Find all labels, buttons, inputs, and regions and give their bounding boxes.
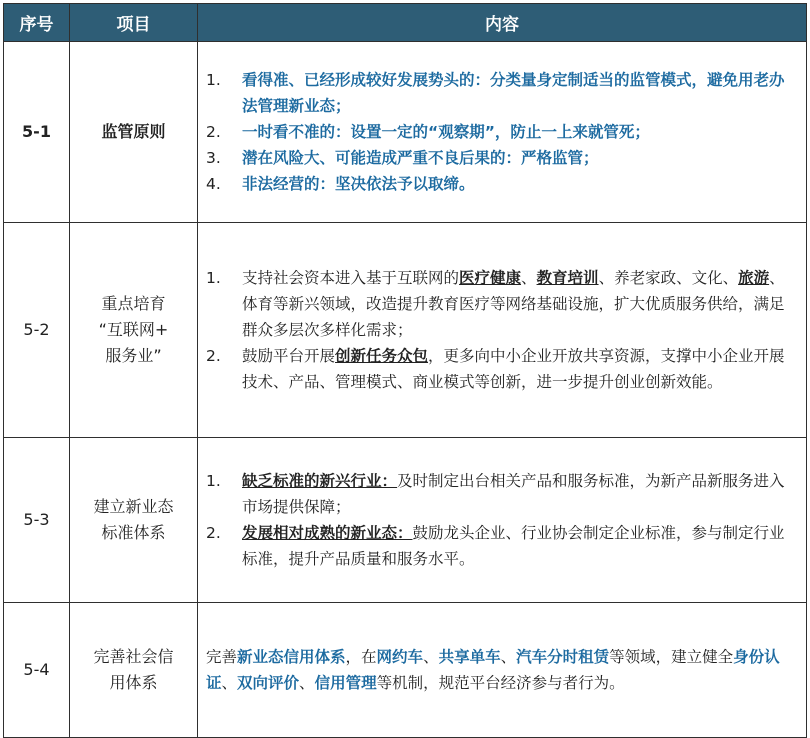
text-span: 、体育等新兴领域，改造提升教育医疗等网络基础设施，扩大优质服务供给，满足群众多层次多样化需求； [242,269,785,339]
list-number: 2. [206,524,221,542]
list-item [206,265,796,343]
keyword: 共享单车 [438,648,501,666]
row-item-line: 重点培育 [101,294,166,313]
keyword: 医疗健康 [459,269,522,287]
list-number: 1. [206,71,221,89]
row-number: 5-1 [4,42,70,223]
list-text: 一时看不准的：设置一定的“观察期”，防止一上来就管死； [242,123,650,141]
content-list [206,468,796,572]
list-item [206,343,796,395]
list-number: 4. [206,175,221,193]
header-no: 序号 [4,4,70,42]
row-item-line: 服务业” [105,346,162,365]
row-item [70,223,198,438]
text-span: 、 [500,648,517,666]
list-item [206,171,796,197]
content-paragraph [206,644,796,696]
row-number: 5-2 [4,223,70,438]
row-item-line: “互联网+ [98,320,169,339]
text-span: 及时制定出台相关产品和服务标准，为新产品新服务进入市场提供保障； [242,472,785,516]
content-list [206,265,796,395]
row-item-line: 建立新业态 [93,497,174,516]
row-number: 5-3 [4,438,70,603]
keyword: 双向评价 [237,674,300,692]
row-item-line: 标准体系 [101,523,166,542]
policy-table [3,3,807,738]
row-content [198,223,807,438]
table-row [4,603,807,738]
keyword: 发展相对成熟的新业态： [242,524,413,542]
list-number: 3. [206,149,221,167]
list-number: 2. [206,347,221,365]
table-row [4,438,807,603]
row-item [70,603,198,738]
keyword: 新业态信用体系 [237,648,346,666]
row-item: 监管原则 [70,42,198,223]
keyword: 网约车 [376,648,424,666]
header-item: 项目 [70,4,198,42]
header-content: 内容 [198,4,807,42]
list-text: 潜在风险大、可能造成严重不良后果的：严格监管； [242,149,599,167]
text-span: 等领域，建立健全 [609,648,734,666]
list-number: 2. [206,123,221,141]
keyword: 创新任务众包 [335,347,429,365]
table-row [4,42,807,223]
list-number: 1. [206,472,221,490]
list-item [206,119,796,145]
keyword: 旅游 [738,269,770,287]
text-span: ，更多向中小企业开放共享资源，支撑中小企业开展技术、产品、管理模式、商业模式等创新，进一步提升创业创新效能。 [242,347,785,391]
row-content [198,42,807,223]
list-item [206,145,796,171]
list-number: 1. [206,269,221,287]
content-list [206,67,796,197]
keyword: 信用管理 [314,674,377,692]
text-span: 、养老家政、文化、 [598,269,739,287]
row-content [198,438,807,603]
list-item [206,67,796,119]
list-item [206,520,796,572]
list-text: 非法经营的：坚决依法予以取缔。 [242,175,475,193]
row-item-line: 完善社会信 [93,647,174,666]
text-span: 、 [423,648,439,666]
keyword: 教育培训 [536,269,599,287]
row-item [70,438,198,603]
text-span: 、 [299,674,315,692]
row-number: 5-4 [4,603,70,738]
list-text: 看得准、已经形成较好发展势头的：分类量身定制适当的监管模式，避免用老办法管理新业态； [242,71,785,115]
text-span: 等机制，规范平台经济参与者行为。 [376,674,625,692]
list-item [206,468,796,520]
text-span: 完善 [206,648,238,666]
keyword: 缺乏标准的新兴行业： [242,472,398,490]
row-item-line: 用体系 [109,673,158,692]
keyword: 汽车分时租赁 [516,648,610,666]
table-header-row [4,4,807,42]
table-row [4,223,807,438]
keyword: 身份认证 [206,648,780,692]
text-span: ，在 [345,648,377,666]
row-content [198,603,807,738]
text-span: 、 [521,269,537,287]
text-span: 支持社会资本进入基于互联网的 [242,269,460,287]
text-span: 、 [221,674,238,692]
text-span: 鼓励龙头企业、行业协会制定企业标准，参与制定行业标准，提升产品质量和服务水平。 [242,524,785,568]
text-span: 鼓励平台开展 [242,347,336,365]
